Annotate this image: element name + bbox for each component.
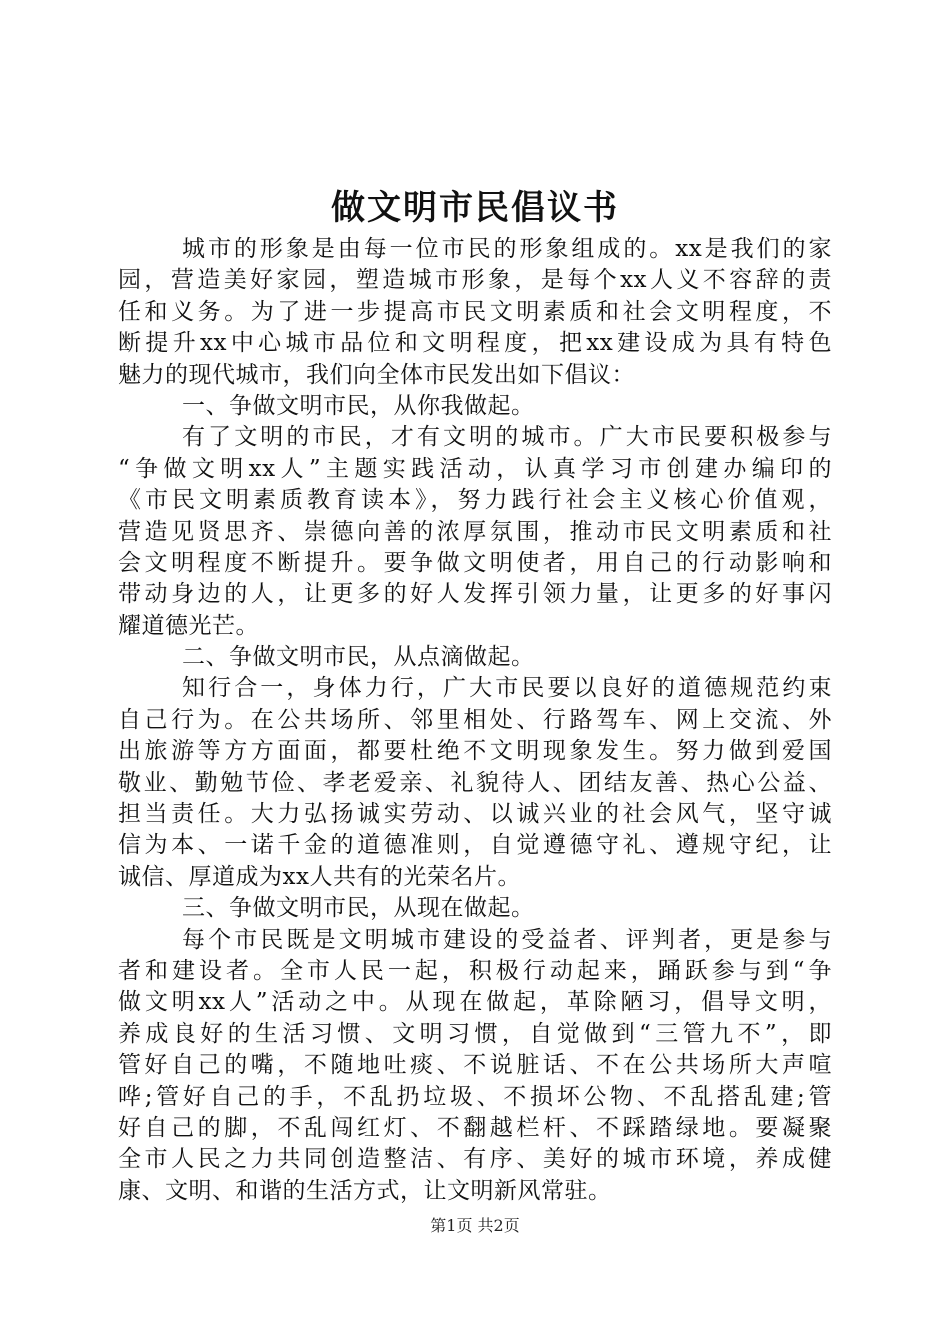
body-line: 好自己的脚，不乱闯红灯、不翻越栏杆、不踩踏绿地。要凝聚 — [118, 1114, 832, 1141]
body-line: 园，营造美好家园，塑造城市形象，是每个xx人义不容辞的责 — [118, 267, 832, 294]
body-line: 二、争做文明市民，从点滴做起。 — [182, 644, 535, 671]
body-line: 敬业、勤勉节俭、孝老爱亲、礼貌待人、团结友善、热心公益、 — [118, 769, 832, 796]
body-line: 管好自己的嘴，不随地吐痰、不说脏话、不在公共场所大声喧 — [118, 1052, 832, 1079]
body-line: 哗;管好自己的手，不乱扔垃圾、不损坏公物、不乱搭乱建;管 — [118, 1083, 832, 1110]
body-line: 营造见贤思齐、崇德向善的浓厚氛围，推动市民文明素质和社 — [118, 518, 832, 545]
document-title: 做文明市民倡议书 — [331, 188, 619, 228]
body-line: 全市人民之力共同创造整洁、有序、美好的城市环境，养成健 — [118, 1146, 832, 1173]
body-line: 耀道德光芒。 — [118, 612, 259, 639]
body-line: 康、文明、和谐的生活方式，让文明新风常驻。 — [118, 1177, 612, 1204]
body-line: 三、争做文明市民，从现在做起。 — [182, 895, 535, 922]
body-line: 自己行为。在公共场所、邻里相处、行路驾车、网上交流、外 — [118, 706, 832, 733]
body-line: 《市民文明素质教育读本》，努力践行社会主义核心价值观， — [118, 487, 832, 514]
body-line: 一、争做文明市民，从你我做起。 — [182, 392, 535, 419]
body-line: 每个市民既是文明城市建设的受益者、评判者，更是参与 — [182, 926, 832, 953]
body-line: 有了文明的市民，才有文明的城市。广大市民要积极参与 — [182, 424, 832, 451]
body-line: 断提升xx中心城市品位和文明程度，把xx建设成为具有特色 — [118, 330, 832, 357]
body-line: 诚信、厚道成为xx人共有的光荣名片。 — [118, 863, 521, 890]
document-body — [118, 234, 832, 1207]
body-line: 养成良好的生活习惯、文明习惯，自觉做到“三管九不”，即 — [118, 1020, 832, 1047]
body-line: 出旅游等方方面面，都要杜绝不文明现象发生。努力做到爱国 — [118, 738, 832, 765]
body-line: 做文明xx人”活动之中。从现在做起，革除陋习，倡导文明， — [118, 989, 832, 1016]
body-line: 会文明程度不断提升。要争做文明使者，用自己的行动影响和 — [118, 549, 832, 576]
body-line: 任和义务。为了进一步提高市民文明素质和社会文明程度，不 — [118, 298, 832, 325]
body-line: 带动身边的人，让更多的好人发挥引领力量，让更多的好事闪 — [118, 581, 832, 608]
body-line: 者和建设者。全市人民一起，积极行动起来，踊跃参与到“争 — [118, 957, 832, 984]
body-line: “争做文明xx人”主题实践活动，认真学习市创建办编印的 — [118, 455, 832, 482]
body-line: 信为本、一诺千金的道德准则，自觉遵德守礼、遵规守纪，让 — [118, 832, 832, 859]
body-line: 魅力的现代城市，我们向全体市民发出如下倡议： — [118, 361, 635, 388]
body-line: 担当责任。大力弘扬诚实劳动、以诚兴业的社会风气，坚守诚 — [118, 801, 832, 828]
body-line: 知行合一，身体力行，广大市民要以良好的道德规范约束 — [182, 675, 832, 702]
body-line: 城市的形象是由每一位市民的形象组成的。xx是我们的家 — [182, 236, 832, 262]
page-footer: 第1页 共2页 — [430, 1216, 520, 1235]
